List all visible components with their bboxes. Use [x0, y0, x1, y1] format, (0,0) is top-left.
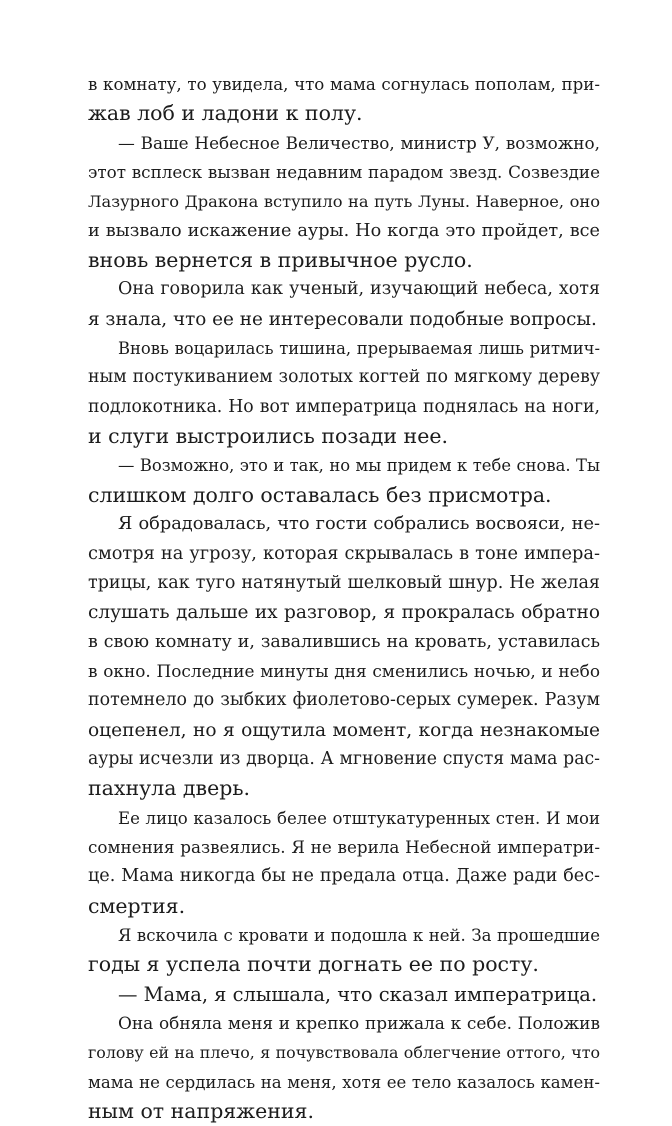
page-body-text	[88, 70, 600, 1126]
text-line: — Возможно, это и так, но мы придем к тебе снова. Ты	[118, 456, 600, 476]
text-line: вновь вернется в привычное русло.	[88, 248, 473, 273]
text-line: Вновь воцарилась тишина, прерываемая лишь ритмич-	[118, 339, 600, 359]
text-line: пахнула дверь.	[88, 776, 251, 801]
text-line: смертия.	[88, 893, 186, 918]
text-line: потемнело до зыбких фиолетово-серых сумерек. Разум	[88, 690, 600, 711]
text-line: и вызвало искажение ауры. Но когда это пройдет, все	[88, 220, 600, 241]
text-line: этот всплеск вызван недавним парадом звезд. Созвездие	[88, 162, 600, 183]
text-line: Она обняла меня и крепко прижала к себе. Положив	[118, 1013, 600, 1033]
text-line: голову ей на плечо, я почувствовала облегчение оттого, что	[88, 1043, 600, 1063]
text-line: слишком долго оставалась без присмотра.	[88, 482, 552, 507]
text-line: ным постукиванием золотых когтей по мягкому дереву	[88, 367, 600, 388]
text-line: ауры исчезли из дворца. А мгновение спустя мама рас-	[88, 748, 600, 769]
text-line: Ее лицо казалось белее отштукатуренных стен. И мои	[118, 808, 600, 828]
text-line: — Ваше Небесное Величество, министр У, возможно,	[118, 132, 600, 153]
text-line: сомнения развеялись. Я не верила Небесной императри-	[88, 836, 600, 857]
text-line: я знала, что ее не интересовали подобные вопросы.	[88, 308, 597, 330]
text-line: — Мама, я слышала, что сказал императрица.	[118, 982, 598, 1006]
text-line: в свою комнату и, завалившись на кровать, уставилась	[88, 631, 600, 652]
text-line: смотря на угрозу, которая скрывалась в тоне импера-	[88, 543, 600, 564]
text-line: трицы, как туго натянутый шелковый шнур. Не желая	[88, 572, 600, 593]
text-line: Я обрадовалась, что гости собрались восвояси, не-	[118, 514, 600, 535]
text-line: Лазурного Дракона вступило на путь Луны. Наверное, оно	[88, 192, 600, 212]
text-line: ным от напряжения.	[88, 1099, 315, 1124]
text-line: це. Мама никогда бы не предала отца. Даже ради бес-	[88, 866, 600, 887]
text-line: жав лоб и ладони к полу.	[88, 101, 363, 126]
text-line: мама не сердилась на меня, хотя ее тело казалось камен-	[88, 1072, 600, 1092]
text-line: слушать дальше их разговор, я прокралась обратно	[88, 602, 600, 624]
text-line: в комнату, то увидела, что мама согнулась пополам, при-	[88, 75, 600, 94]
text-line: подлокотника. Но вот императрица поднялась на ноги,	[88, 396, 600, 417]
text-line: оцепенел, но я ощутила момент, когда незнакомые	[88, 719, 600, 741]
text-line: и слуги выстроились позади нее.	[88, 424, 448, 449]
text-line: Я вскочила с кровати и подошла к ней. За прошедшие	[118, 925, 600, 945]
text-line: годы я успела почти догнать ее по росту.	[88, 952, 539, 977]
text-line: Она говорила как ученый, изучающий небеса, хотя	[118, 279, 600, 300]
text-line: в окно. Последние минуты дня сменились ночью, и небо	[88, 660, 600, 681]
